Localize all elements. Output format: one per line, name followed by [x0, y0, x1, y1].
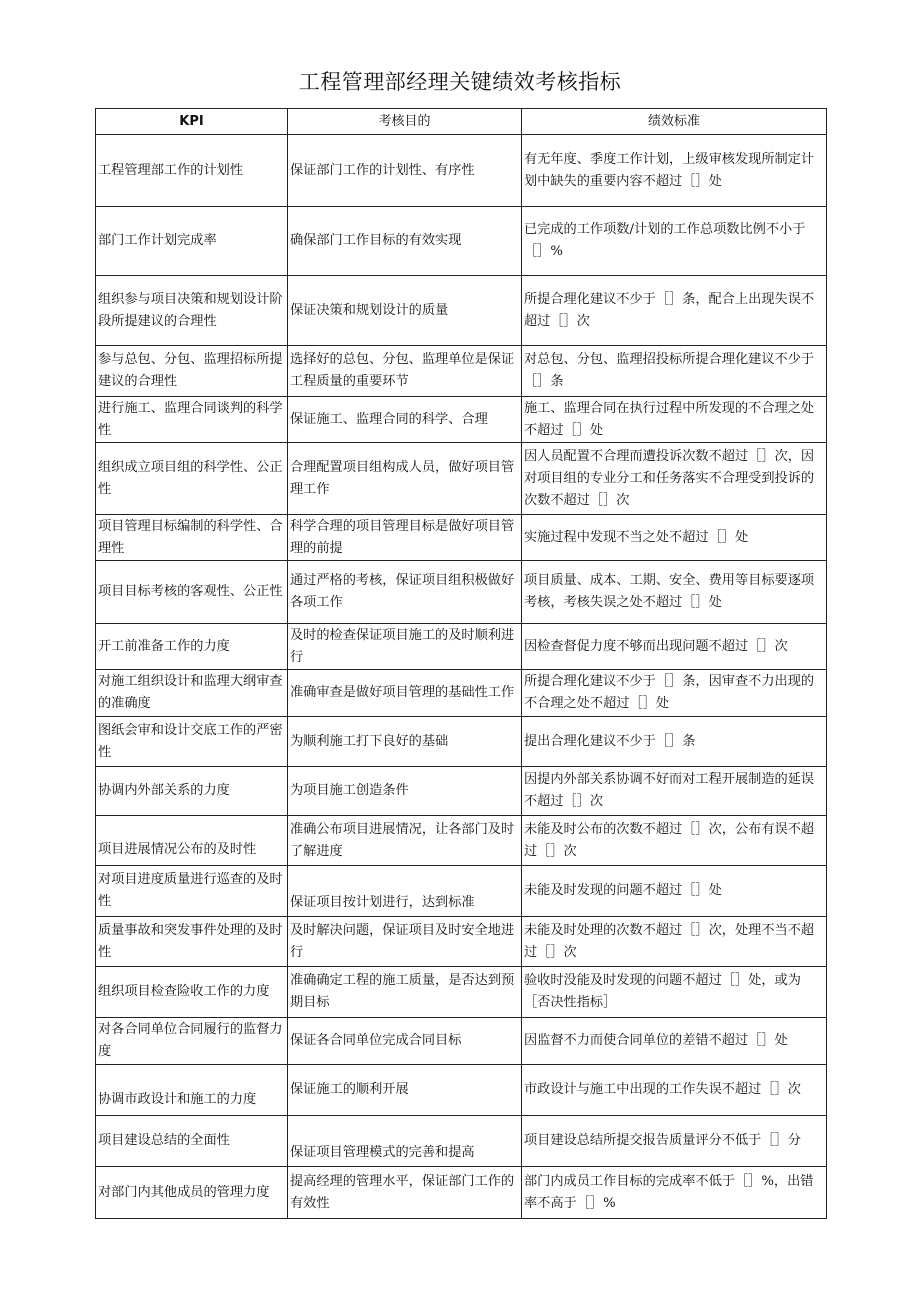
- table-row: [96, 917, 827, 967]
- purpose-cell: 通过严格的考核，保证项目组积极做好各项工作: [288, 561, 522, 624]
- purpose-cell: 确保部门工作目标的有效实现: [288, 207, 522, 276]
- purpose-cell: 准确公布项目进展情况，让各部门及时了解进度: [288, 816, 522, 866]
- purpose-cell: 保证部门工作的计划性、有序性: [288, 135, 522, 207]
- purpose-cell: 保证各合同单位完成合同目标: [288, 1018, 522, 1065]
- purpose-cell: 保证项目管理模式的完善和提高: [288, 1116, 522, 1167]
- table-row: [96, 443, 827, 515]
- standard-cell: 有无年度、季度工作计划，上级审核发现所制定计划中缺失的重要内容不超过［］处: [522, 135, 827, 207]
- standard-cell: 未能及时发现的问题不超过［］处: [522, 866, 827, 917]
- standard-cell: 因监督不力而使合同单位的差错不超过［］处: [522, 1018, 827, 1065]
- standard-cell: 项目质量、成本、工期、安全、费用等目标要逐项考核，考核失误之处不超过［］处: [522, 561, 827, 624]
- purpose-cell: 保证施工的顺利开展: [288, 1065, 522, 1116]
- table-row: [96, 561, 827, 624]
- kpi-cell: 项目进展情况公布的及时性: [96, 816, 288, 866]
- purpose-cell: 及时的检查保证项目施工的及时顺利进行: [288, 624, 522, 670]
- table-row: [96, 1065, 827, 1116]
- table-row: [96, 515, 827, 561]
- standard-cell: 未能及时处理的次数不超过［］次，处理不当不超过［］次: [522, 917, 827, 967]
- purpose-cell: 保证决策和规划设计的质量: [288, 276, 522, 346]
- standard-cell: 未能及时公布的次数不超过［］次，公布有误不超过［］次: [522, 816, 827, 866]
- kpi-cell: 参与总包、分包、监理招标所提建议的合理性: [96, 346, 288, 397]
- purpose-cell: 准确确定工程的施工质量，是否达到预期目标: [288, 967, 522, 1018]
- kpi-cell: 质量事故和突发事件处理的及时性: [96, 917, 288, 967]
- kpi-cell: 进行施工、监理合同谈判的科学性: [96, 397, 288, 443]
- purpose-cell: 准确审查是做好项目管理的基础性工作: [288, 670, 522, 717]
- table-row: [96, 866, 827, 917]
- table-row: [96, 624, 827, 670]
- kpi-cell: 协调市政设计和施工的力度: [96, 1065, 288, 1116]
- standard-cell: 验收时没能及时发现的问题不超过［］处，或为［否决性指标］: [522, 967, 827, 1018]
- standard-cell: 已完成的工作项数/计划的工作总项数比例不小于［］%: [522, 207, 827, 276]
- purpose-cell: 为顺利施工打下良好的基础: [288, 717, 522, 767]
- purpose-cell: 保证项目按计划进行，达到标准: [288, 866, 522, 917]
- kpi-cell: 项目目标考核的客观性、公正性: [96, 561, 288, 624]
- standard-cell: 实施过程中发现不当之处不超过［］处: [522, 515, 827, 561]
- table-row: [96, 767, 827, 816]
- kpi-cell: 组织项目检查险收工作的力度: [96, 967, 288, 1018]
- page-title: 工程管理部经理关键绩效考核指标: [298, 70, 622, 94]
- standard-cell: 所提合理化建议不少于［］条，因审查不力出现的不合理之处不超过［］处: [522, 670, 827, 717]
- header-purpose: 考核目的: [288, 109, 522, 135]
- kpi-cell: 组织参与项目决策和规划设计阶段所提建议的合理性: [96, 276, 288, 346]
- header-standard: 绩效标准: [522, 109, 827, 135]
- standard-cell: 市政设计与施工中出现的工作失误不超过［］次: [522, 1065, 827, 1116]
- standard-cell: 因提内外部关系协调不好而对工程开展制造的延误不超过［］次: [522, 767, 827, 816]
- standard-cell: 因检查督促力度不够而出现问题不超过［］次: [522, 624, 827, 670]
- kpi-cell: 对部门内其他成员的管理力度: [96, 1167, 288, 1219]
- purpose-cell: 科学合理的项目管理目标是做好项目管理的前提: [288, 515, 522, 561]
- kpi-cell: 工程管理部工作的计划性: [96, 135, 288, 207]
- table-row: [96, 346, 827, 397]
- kpi-cell: 项目建设总结的全面性: [96, 1116, 288, 1167]
- kpi-cell: 图纸会审和设计交底工作的严密性: [96, 717, 288, 767]
- table-row: [96, 135, 827, 207]
- purpose-cell: 及时解决问题，保证项目及时安全地进行: [288, 917, 522, 967]
- table-row: [96, 670, 827, 717]
- purpose-cell: 选择好的总包、分包、监理单位是保证工程质量的重要环节: [288, 346, 522, 397]
- header-kpi: KPI: [96, 109, 288, 135]
- standard-cell: 项目建设总结所提交报告质量评分不低于［］分: [522, 1116, 827, 1167]
- standard-cell: 所提合理化建议不少于［］条，配合上出现失误不超过［］次: [522, 276, 827, 346]
- purpose-cell: 保证施工、监理合同的科学、合理: [288, 397, 522, 443]
- kpi-cell: 组织成立项目组的科学性、公正性: [96, 443, 288, 515]
- standard-cell: 施工、监理合同在执行过程中所发现的不合理之处不超过［］处: [522, 397, 827, 443]
- standard-cell: 因人员配置不合理而遭投诉次数不超过［］次，因对项目组的专业分工和任务落实不合理受到投诉的次数不超过［］次: [522, 443, 827, 515]
- kpi-cell: 对项目进度质量进行巡查的及时性: [96, 866, 288, 917]
- table-row: [96, 1018, 827, 1065]
- table-row: [96, 717, 827, 767]
- kpi-cell: 开工前准备工作的力度: [96, 624, 288, 670]
- kpi-cell: 对各合同单位合同履行的监督力度: [96, 1018, 288, 1065]
- standard-cell: 对总包、分包、监理招投标所提合理化建议不少于［］条: [522, 346, 827, 397]
- kpi-cell: 对施工组织设计和监理大纲审查的准确度: [96, 670, 288, 717]
- purpose-cell: 为项目施工创造条件: [288, 767, 522, 816]
- table-row: [96, 397, 827, 443]
- standard-cell: 提出合理化建议不少于［］条: [522, 717, 827, 767]
- table-row: [96, 207, 827, 276]
- table-row: [96, 967, 827, 1018]
- table-row: [96, 1116, 827, 1167]
- purpose-cell: 合理配置项目组构成人员，做好项目管理工作: [288, 443, 522, 515]
- purpose-cell: 提高经理的管理水平，保证部门工作的有效性: [288, 1167, 522, 1219]
- kpi-cell: 协调内外部关系的力度: [96, 767, 288, 816]
- table-row: [96, 1167, 827, 1219]
- standard-cell: 部门内成员工作目标的完成率不低于［］%，出错率不高于［］%: [522, 1167, 827, 1219]
- table-row: [96, 816, 827, 866]
- kpi-cell: 部门工作计划完成率: [96, 207, 288, 276]
- kpi-cell: 项目管理目标编制的科学性、合理性: [96, 515, 288, 561]
- table-header-row: [96, 109, 827, 135]
- kpi-table: [95, 108, 827, 1219]
- table-row: [96, 276, 827, 346]
